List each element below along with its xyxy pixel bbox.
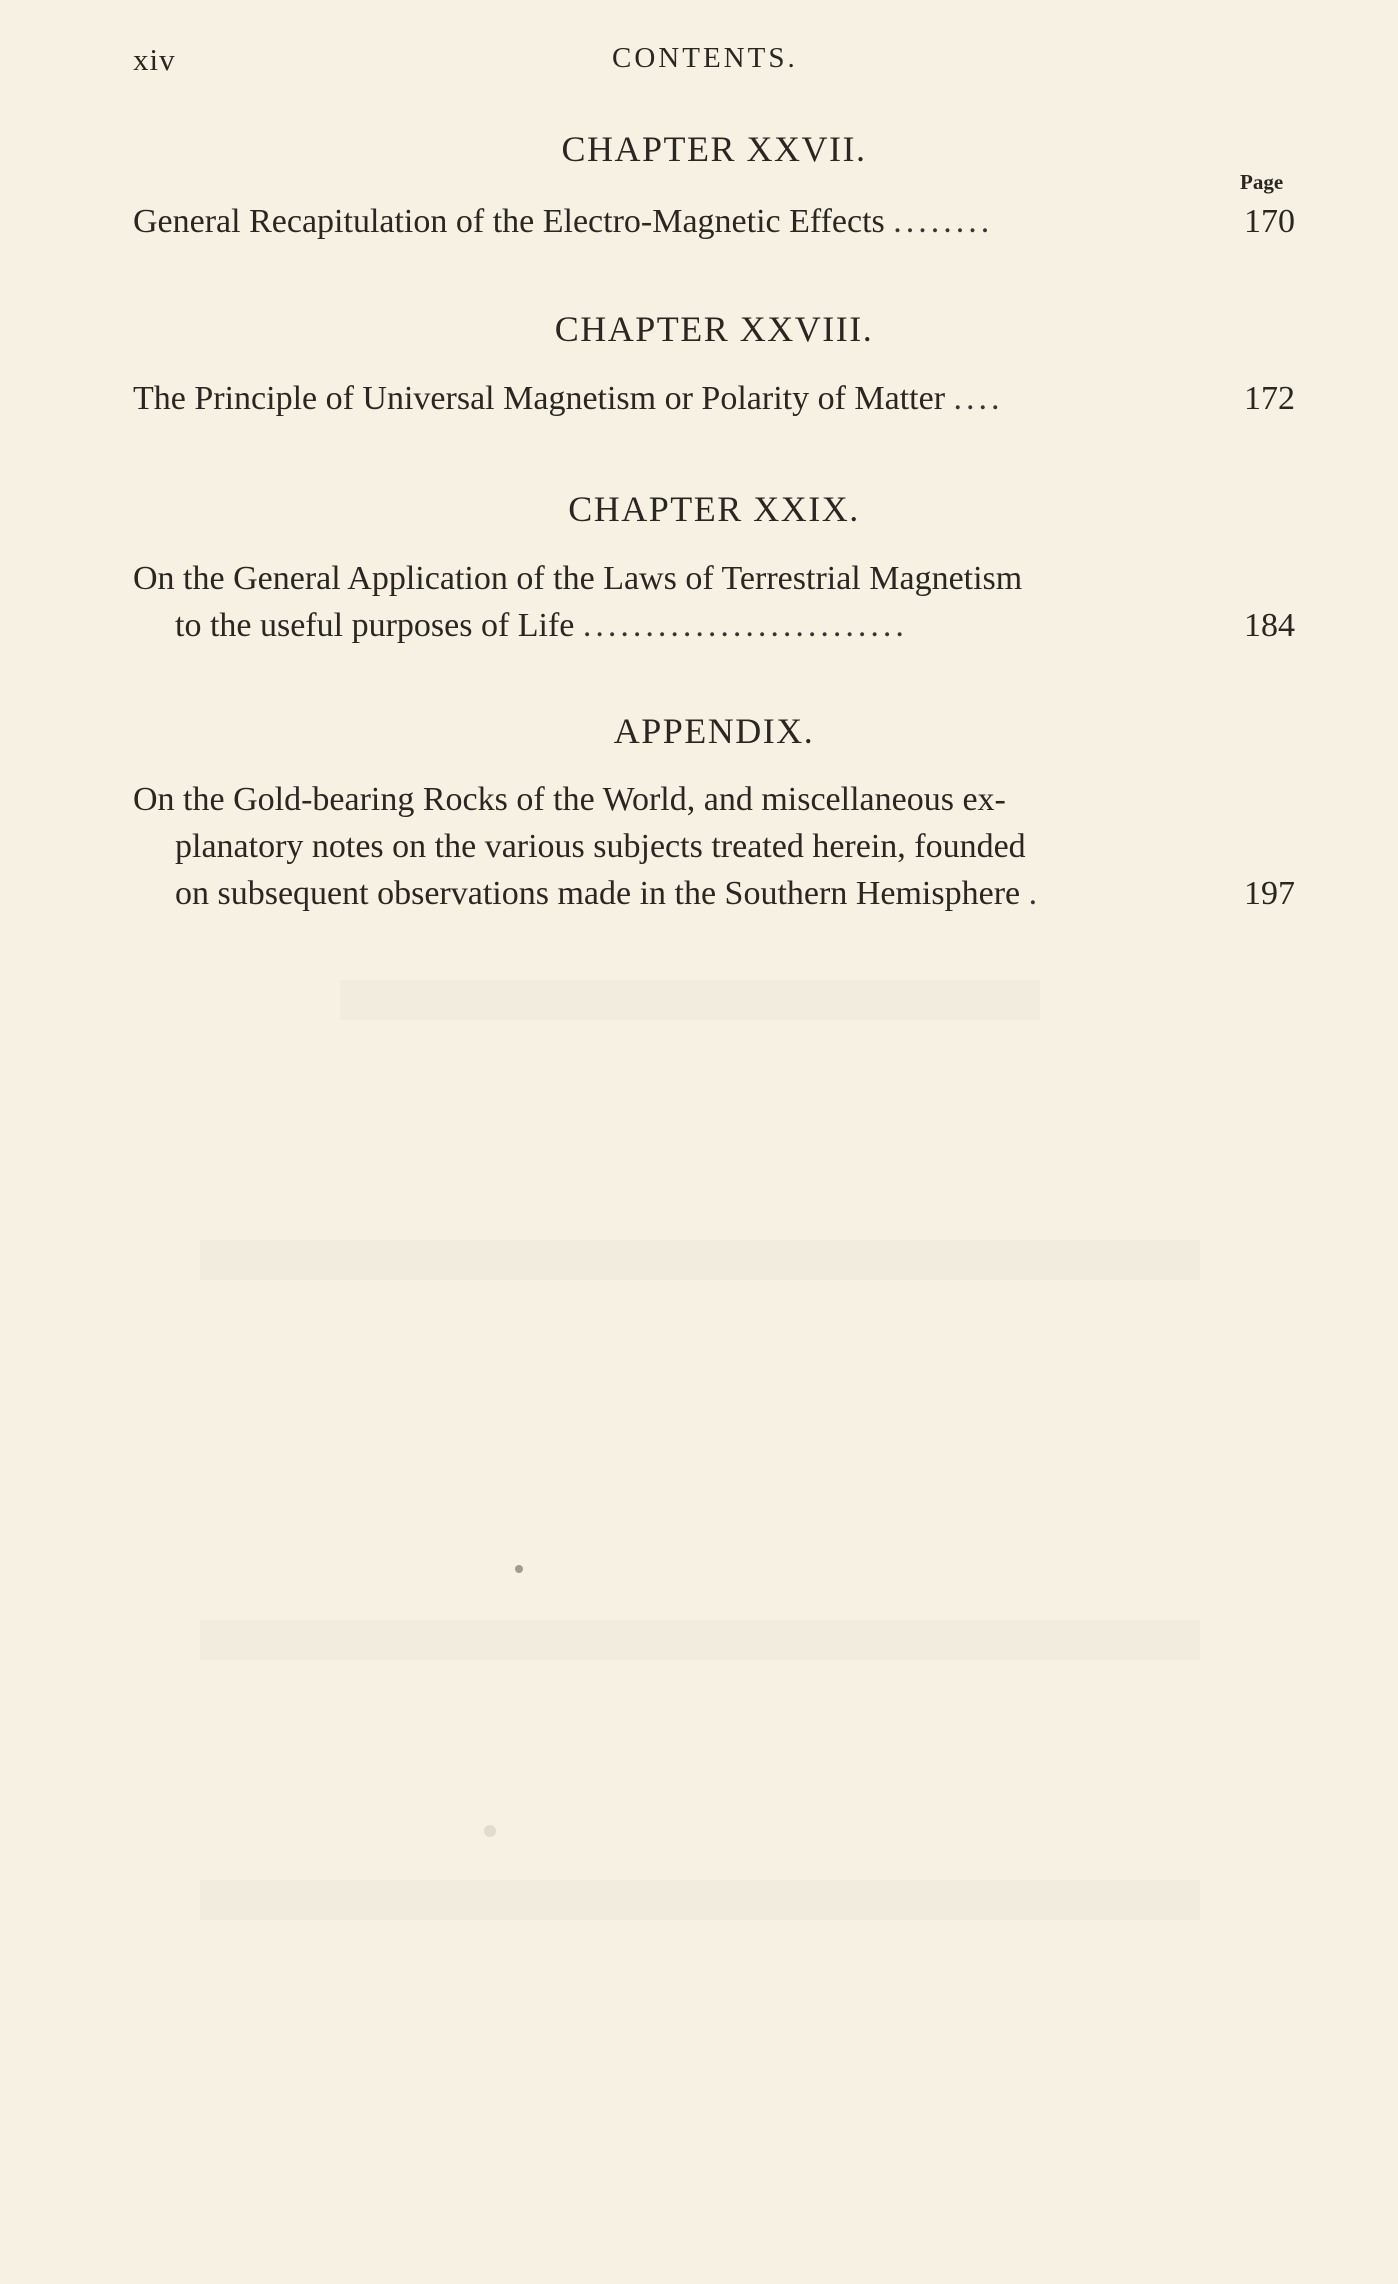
show-through-shadow bbox=[200, 1240, 1200, 1280]
dot-leader: .......................... bbox=[582, 607, 908, 644]
entry-title: General Recapitulation of the Electro-Magnetic Effects bbox=[133, 203, 885, 240]
ink-speck bbox=[515, 1565, 523, 1573]
toc-line bbox=[133, 823, 1295, 870]
ink-speck bbox=[484, 1825, 496, 1837]
toc-entry bbox=[133, 198, 1295, 245]
running-title: CONTENTS. bbox=[612, 42, 798, 74]
entry-page: 197 bbox=[1244, 875, 1295, 912]
page-number: xiv bbox=[133, 42, 176, 77]
entry-title: On the General Application of the Laws of Terrestrial Magnetism bbox=[133, 560, 1023, 597]
toc-line bbox=[133, 375, 1295, 422]
entry-title: on subsequent observations made in the Southern Hemisphere bbox=[175, 875, 1021, 912]
show-through-shadow bbox=[340, 980, 1040, 1020]
toc-entry bbox=[133, 555, 1295, 649]
chapter-heading: CHAPTER XXVII. bbox=[561, 129, 867, 169]
toc-line bbox=[133, 198, 1295, 245]
entry-title: On the Gold-bearing Rocks of the World, and miscellaneous ex- bbox=[133, 781, 1006, 818]
toc-line bbox=[133, 776, 1295, 823]
toc-entry bbox=[133, 375, 1295, 422]
show-through-shadow bbox=[200, 1620, 1200, 1660]
chapter-heading: CHAPTER XXIX. bbox=[568, 489, 860, 529]
dot-leader: . bbox=[1028, 875, 1042, 912]
dot-leader: .... bbox=[953, 380, 1004, 417]
toc-line bbox=[133, 555, 1295, 602]
entry-title: to the useful purposes of Life bbox=[175, 607, 575, 644]
show-through-shadow bbox=[200, 1880, 1200, 1920]
entry-title: The Principle of Universal Magnetism or Polarity of Matter bbox=[133, 380, 946, 417]
toc-entry bbox=[133, 776, 1295, 917]
dot-leader: ........ bbox=[893, 203, 994, 240]
running-head bbox=[0, 42, 1398, 82]
entry-page: 170 bbox=[1244, 203, 1295, 240]
entry-title: planatory notes on the various subjects treated herein, founded bbox=[175, 828, 1026, 865]
toc-line bbox=[133, 602, 1295, 649]
chapter-heading: CHAPTER XXVIII. bbox=[554, 309, 874, 349]
page-column-label: Page bbox=[1240, 170, 1284, 194]
entry-page: 172 bbox=[1244, 380, 1295, 417]
toc-line bbox=[133, 870, 1295, 917]
appendix-heading: APPENDIX. bbox=[613, 711, 815, 751]
entry-page: 184 bbox=[1244, 607, 1295, 644]
